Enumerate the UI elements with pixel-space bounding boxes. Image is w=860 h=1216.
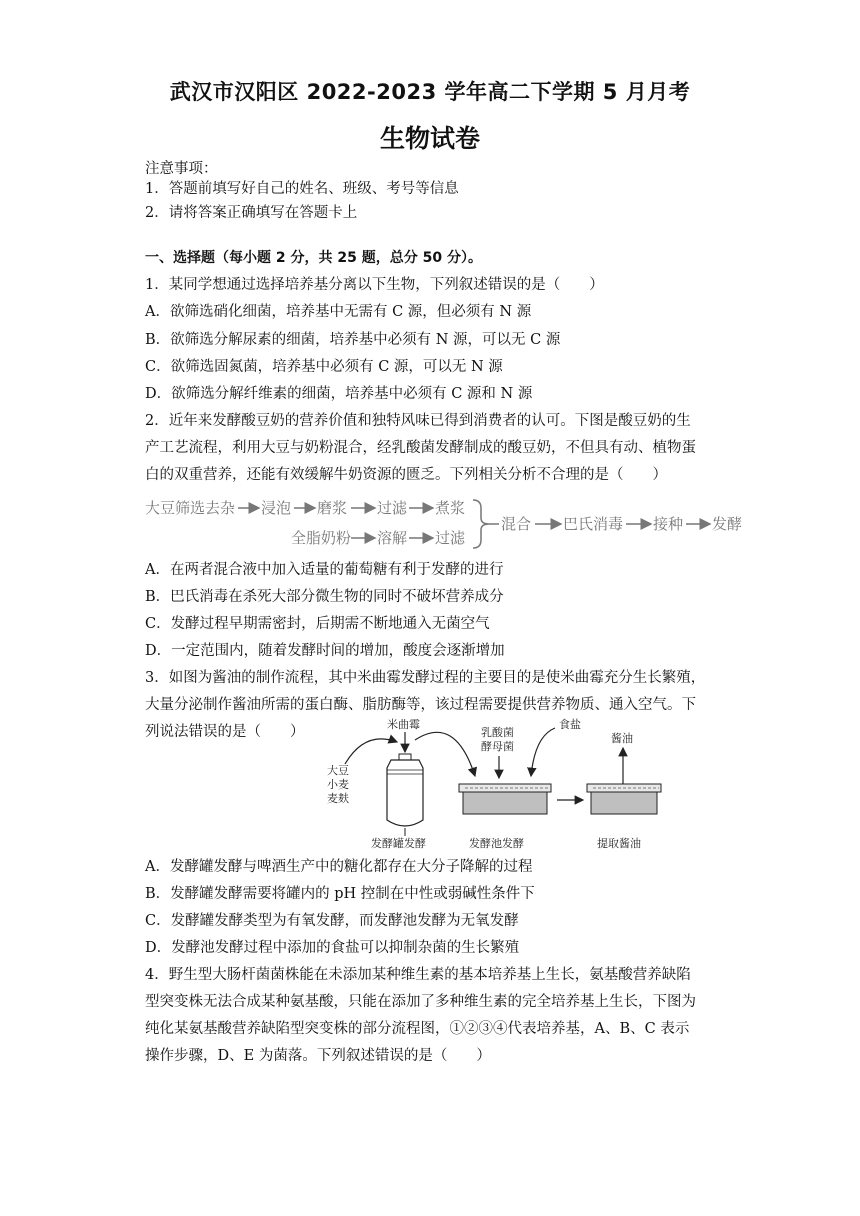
question-4-stem-line: 型突变株无法合成某种氨基酸，只能在添加了多种维生素的完全培养基上生长，下图为 — [145, 994, 696, 1010]
question-1-option-d: D．欲筛选分解纤维素的细菌，培养基中必须有 C 源和 N 源 — [145, 386, 533, 402]
flow-step: 大豆筛选去杂 — [145, 499, 236, 517]
product-label: 酱油 — [611, 732, 633, 745]
question-3-option-c: C．发酵罐发酵类型为有氧发酵，而发酵池发酵为无氧发酵 — [145, 913, 519, 929]
stage-label: 发酵池发酵 — [469, 837, 524, 850]
question-3-stem-line: 3．如图为酱油的制作流程，其中米曲霉发酵过程的主要目的是使米曲霉充分生长繁殖， — [145, 670, 706, 686]
flow-step: 接种 — [653, 515, 684, 533]
input-label: 麦麸 — [327, 792, 349, 805]
extraction-tank-icon — [587, 784, 661, 814]
flow-step: 磨浆 — [317, 499, 348, 517]
question-1-option-b: B．欲筛选分解尿素的细菌，培养基中必须有 N 源，可以无 C 源 — [145, 332, 561, 348]
section-heading: 一、选择题（每小题 2 分，共 25 题，总分 50 分）。 — [145, 250, 482, 266]
question-3-option-b: B．发酵罐发酵需要将罐内的 pH 控制在中性或弱碱性条件下 — [145, 886, 535, 902]
question-3-option-a: A．发酵罐发酵与啤酒生产中的糖化都存在大分子降解的过程 — [145, 859, 533, 875]
question-2-stem-line: 白的双重营养，还能有效缓解牛奶资源的匮乏。下列相关分析不合理的是（ ） — [145, 467, 667, 483]
stage-label: 提取酱油 — [597, 837, 641, 850]
exam-subject: 生物试卷 — [379, 124, 480, 153]
soy-yogurt-process-flowchart — [143, 494, 753, 552]
arrow — [415, 732, 475, 776]
flow-step: 煮浆 — [435, 499, 466, 517]
question-2-option-b: B．巴氏消毒在杀死大部分微生物的同时不破坏营养成分 — [145, 589, 504, 605]
flow-step: 混合 — [501, 515, 532, 533]
flow-step: 过滤 — [435, 529, 466, 547]
note-item: 2．请将答案正确填写在答题卡上 — [145, 205, 358, 221]
flow-step: 巴氏消毒 — [563, 515, 624, 533]
question-1-option-a: A．欲筛选硝化细菌，培养基中无需有 C 源，但必须有 N 源 — [145, 304, 532, 320]
fermentation-pool-icon — [459, 784, 551, 814]
mold-label: 米曲霉 — [387, 718, 420, 731]
question-3-stem-line: 列说法错误的是（ ） — [145, 724, 305, 740]
question-3-option-d: D．发酵池发酵过程中添加的食盐可以抑制杂菌的生长繁殖 — [145, 940, 520, 956]
salt-label: 食盐 — [559, 718, 581, 731]
stage-label: 发酵罐发酵 — [371, 837, 426, 850]
question-2-option-a: A．在两者混合液中加入适量的葡萄糖有利于发酵的进行 — [145, 562, 504, 578]
input-label: 大豆 — [327, 764, 349, 777]
note-item: 1．答题前填写好自己的姓名、班级、考号等信息 — [145, 181, 459, 197]
arrow — [345, 739, 397, 764]
flow-step: 浸泡 — [261, 499, 292, 517]
bacteria-label: 乳酸菌 — [481, 726, 514, 739]
flow-step: 溶解 — [377, 529, 408, 547]
flow-step: 过滤 — [377, 499, 408, 517]
question-2-option-c: C．发酵过程早期需密封，后期需不断地通入无菌空气 — [145, 616, 490, 632]
question-3-stem-line: 大量分泌制作酱油所需的蛋白酶、脂肪酶等，该过程需要提供营养物质、通入空气。下 — [145, 697, 696, 713]
exam-title: 武汉市汉阳区 2022-2023 学年高二下学期 5 月月考 — [169, 80, 691, 104]
question-2-option-d: D．一定范围内，随着发酵时间的增加，酸度会逐渐增加 — [145, 643, 505, 659]
fermentation-tank-icon — [387, 754, 423, 836]
question-4-stem-line: 4．野生型大肠杆菌菌株能在未添加某种维生素的基本培养基上生长，氨基酸营养缺陷 — [145, 967, 691, 983]
question-1-option-c: C．欲筛选固氮菌，培养基中必须有 C 源，可以无 N 源 — [145, 359, 503, 375]
input-label: 小麦 — [327, 778, 349, 791]
bacteria-label: 酵母菌 — [481, 740, 514, 753]
flow-step: 全脂奶粉 — [291, 529, 352, 547]
merge-brace — [473, 500, 489, 548]
question-2-stem-line: 产工艺流程，利用大豆与奶粉混合，经乳酸菌发酵制成的酸豆奶，不但具有动、植物蛋 — [145, 440, 696, 456]
notes-heading: 注意事项： — [145, 161, 218, 177]
flow-step: 发酵 — [712, 515, 743, 533]
soy-sauce-process-diagram — [325, 716, 665, 856]
question-4-stem-line: 操作步骤，D、E 为菌落。下列叙述错误的是（ ） — [145, 1048, 491, 1064]
question-1-stem: 1．某同学想通过选择培养基分离以下生物，下列叙述错误的是（ ） — [145, 277, 604, 293]
arrow — [531, 728, 555, 776]
question-2-stem-line: 2．近年来发酵酸豆奶的营养价值和独特风味已得到消费者的认可。下图是酸豆奶的生 — [145, 413, 691, 429]
question-4-stem-line: 纯化某氨基酸营养缺陷型突变株的部分流程图，①②③④代表培养基，A、B、C 表示 — [145, 1021, 690, 1037]
